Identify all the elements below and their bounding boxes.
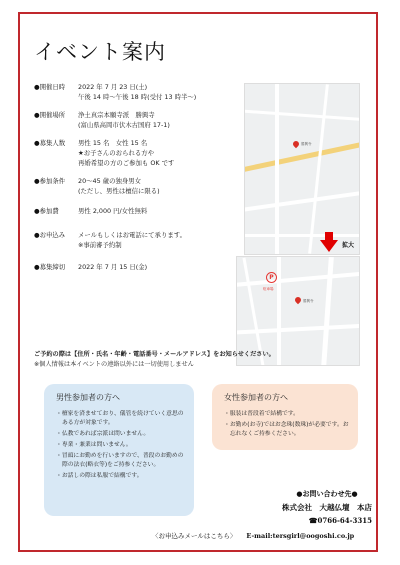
email-link[interactable]: E-mail:tersgirl@oogoshi.co.jp: [246, 532, 355, 540]
map-place-label: 勝興寺: [301, 142, 312, 146]
location-pin-icon: [294, 296, 302, 304]
detail-label: ● 募集人数: [34, 138, 78, 168]
area-map[interactable]: [244, 83, 360, 255]
list-item: ・ 仏教であれば宗派は問いません。: [56, 430, 186, 439]
notice-line: ご予約の際は【住所・氏名・年齢・電話番号・メールアドレス】をお知らせください。: [34, 351, 275, 358]
detail-label: ● 募集締切: [34, 262, 78, 272]
detail-label: ● 参加条件: [34, 176, 78, 196]
parking-label: 駐車場: [263, 287, 274, 291]
page-title: イベント案内: [34, 40, 166, 64]
male-participants-box: [44, 384, 194, 516]
list-item: ・ 服装は普段着で結構です。: [224, 410, 352, 419]
list-item: ・ 専業・兼業は問いません。: [56, 441, 186, 450]
arrow-down-icon: [320, 240, 338, 252]
enlarge-label: 拡大: [342, 242, 355, 249]
detail-value: 男性 2,000 円/女性無料: [78, 207, 148, 215]
detail-value: 2022 年 7 月 23 日(土) 午後 14 時〜午後 18 時(受付 13 時半〜): [78, 83, 197, 101]
detail-row-fee: [34, 206, 244, 216]
box-title: 女性参加者の方へ: [224, 393, 288, 402]
list-item: ・ 冒頭にお勤めを行いますので、普段のお勤めの際の法衣(略衣等)をご持参ください。: [56, 452, 186, 470]
box-title: 男性参加者の方へ: [56, 393, 120, 402]
contact-info: [282, 489, 372, 525]
location-pin-icon: [292, 140, 300, 148]
detail-value: 20〜45 歳の独身男女 (ただし、男性は檀信に限る): [78, 177, 160, 195]
company-name: 株式会社 大越仏壇 本店: [282, 503, 372, 512]
detail-label: ● 開催場所: [34, 110, 78, 130]
email-footer: [152, 531, 354, 540]
phone-number[interactable]: ☎0766-64-3315: [308, 516, 372, 525]
detail-row-deadline: [34, 262, 244, 272]
detail-value: 男性 15 名 女性 15 名 ★お子さんのおられる方や 再婚希望の方のご参加も OK です: [78, 139, 175, 167]
detail-label: ● 参加費: [34, 206, 78, 216]
detail-row-conditions: [34, 176, 244, 196]
list-item: ・ お話しの際は私服で結構です。: [56, 472, 186, 481]
email-label: 〈お申込みメールはこちら〉: [152, 532, 237, 540]
list-item: ・ お勤め(お寺)ではお念珠(数珠)が必要です。お忘れなくご持参ください。: [224, 421, 352, 439]
detail-value: 浄土真宗本願寺派 勝興寺 (富山県高岡市伏木古国府 17-1): [78, 111, 170, 129]
female-participants-box: [212, 384, 358, 450]
parking-icon: P: [266, 272, 277, 283]
detail-row-application: [34, 230, 244, 250]
map-place-label: 勝興寺: [303, 299, 314, 303]
detail-row-venue: [34, 110, 244, 130]
list-item: ・ 檀家を済ませており、儀管を続けていく意思のある方が対象です。: [56, 410, 186, 428]
reservation-notice: [34, 350, 364, 370]
detail-value: 2022 年 7 月 15 日(金): [78, 263, 148, 271]
detail-label: ● 開催日時: [34, 82, 78, 102]
detail-label: ● お申込み: [34, 230, 78, 250]
female-info-list: [224, 410, 352, 441]
detail-row-capacity: [34, 138, 244, 168]
male-info-list: [56, 410, 186, 483]
privacy-note: ※個人情報は本イベントの連絡以外には一切使用しません: [34, 361, 194, 368]
contact-heading: ●お問い合わせ先●: [296, 489, 358, 498]
detail-value: メールもしくはお電話にて承ります。 ※事前審予約制: [78, 231, 186, 249]
detail-row-datetime: [34, 82, 244, 102]
